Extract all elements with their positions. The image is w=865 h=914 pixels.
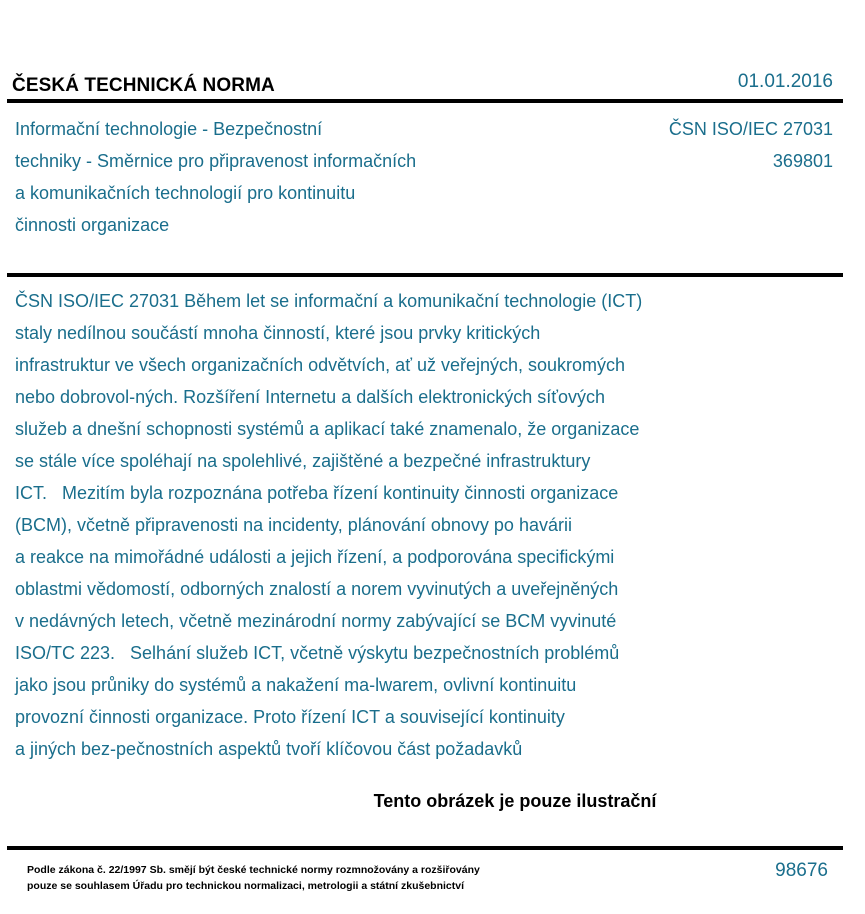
- footer-divider: [7, 846, 843, 850]
- header-divider: [7, 99, 843, 103]
- standard-code: ČSN ISO/IEC 27031: [668, 119, 833, 139]
- standard-title-line: a komunikačních technologií pro kontinuitu: [15, 183, 356, 203]
- abstract-line: staly nedílnou součástí mnoha činností, které jsou prvky kritických: [15, 323, 541, 343]
- abstract-line: a reakce na mimořádné události a jejich řízení, a podporována specifickými: [15, 547, 615, 567]
- title-divider: [7, 273, 843, 277]
- issue-date: 01.01.2016: [737, 71, 833, 92]
- standard-title-line: techniky - Směrnice pro připravenost informačních: [15, 151, 417, 171]
- legal-notice-line: pouze se souhlasem Úřadu pro technickou normalizaci, metrologii a státní zkušebnictví: [27, 880, 465, 892]
- abstract-line: (BCM), včetně připravenosti na incidenty, plánování obnovy po havárii: [15, 515, 572, 535]
- illustration-note: Tento obrázek je pouze ilustrační: [373, 791, 657, 811]
- legal-notice-line: Podle zákona č. 22/1997 Sb. smějí být české technické normy rozmnožovány a rozšiřovány: [27, 864, 480, 876]
- abstract-line: jako jsou průniky do systémů a nakažení ma-lwarem, ovlivní kontinuitu: [15, 675, 577, 695]
- abstract-line: a jiných bez-pečnostních aspektů tvoří klíčovou část požadavků: [15, 739, 523, 759]
- abstract-line: služeb a dnešní schopnosti systémů a aplikací také znamenalo, že organizace: [15, 419, 640, 439]
- abstract-line: provozní činnosti organizace. Proto řízení ICT a související kontinuity: [15, 707, 565, 727]
- abstract-line: ICT. Mezitím byla rozpoznána potřeba řízení kontinuity činnosti organizace: [15, 483, 619, 503]
- abstract-line: ISO/TC 223. Selhání služeb ICT, včetně výskytu bezpečnostních problémů: [15, 643, 620, 663]
- standard-title-line: Informační technologie - Bezpečnostní: [15, 119, 323, 139]
- abstract-line: nebo dobrovol-ných. Rozšíření Internetu a dalších elektronických síťových: [15, 387, 606, 407]
- abstract-line: infrastruktur ve všech organizačních odvětvích, ať už veřejných, soukromých: [15, 355, 626, 375]
- document-header-title: ČESKÁ TECHNICKÁ NORMA: [12, 75, 275, 96]
- standard-title-line: činnosti organizace: [15, 215, 170, 235]
- classification-number: 369801: [772, 151, 833, 171]
- legal-notice: [27, 862, 480, 894]
- catalog-number: 98676: [775, 860, 828, 881]
- abstract-line: se stále více spoléhají na spolehlivé, zajištěné a bezpečné infrastruktury: [15, 451, 591, 471]
- standard-title: [15, 113, 535, 241]
- abstract-text: [15, 285, 795, 765]
- abstract-line: oblastmi vědomostí, odborných znalostí a norem vyvinutých a uveřejněných: [15, 579, 619, 599]
- abstract-line: ČSN ISO/IEC 27031 Během let se informační a komunikační technologie (ICT): [15, 291, 643, 311]
- abstract-line: v nedávných letech, včetně mezinárodní normy zabývající se BCM vyvinuté: [15, 611, 617, 631]
- standard-identifiers: [669, 113, 833, 177]
